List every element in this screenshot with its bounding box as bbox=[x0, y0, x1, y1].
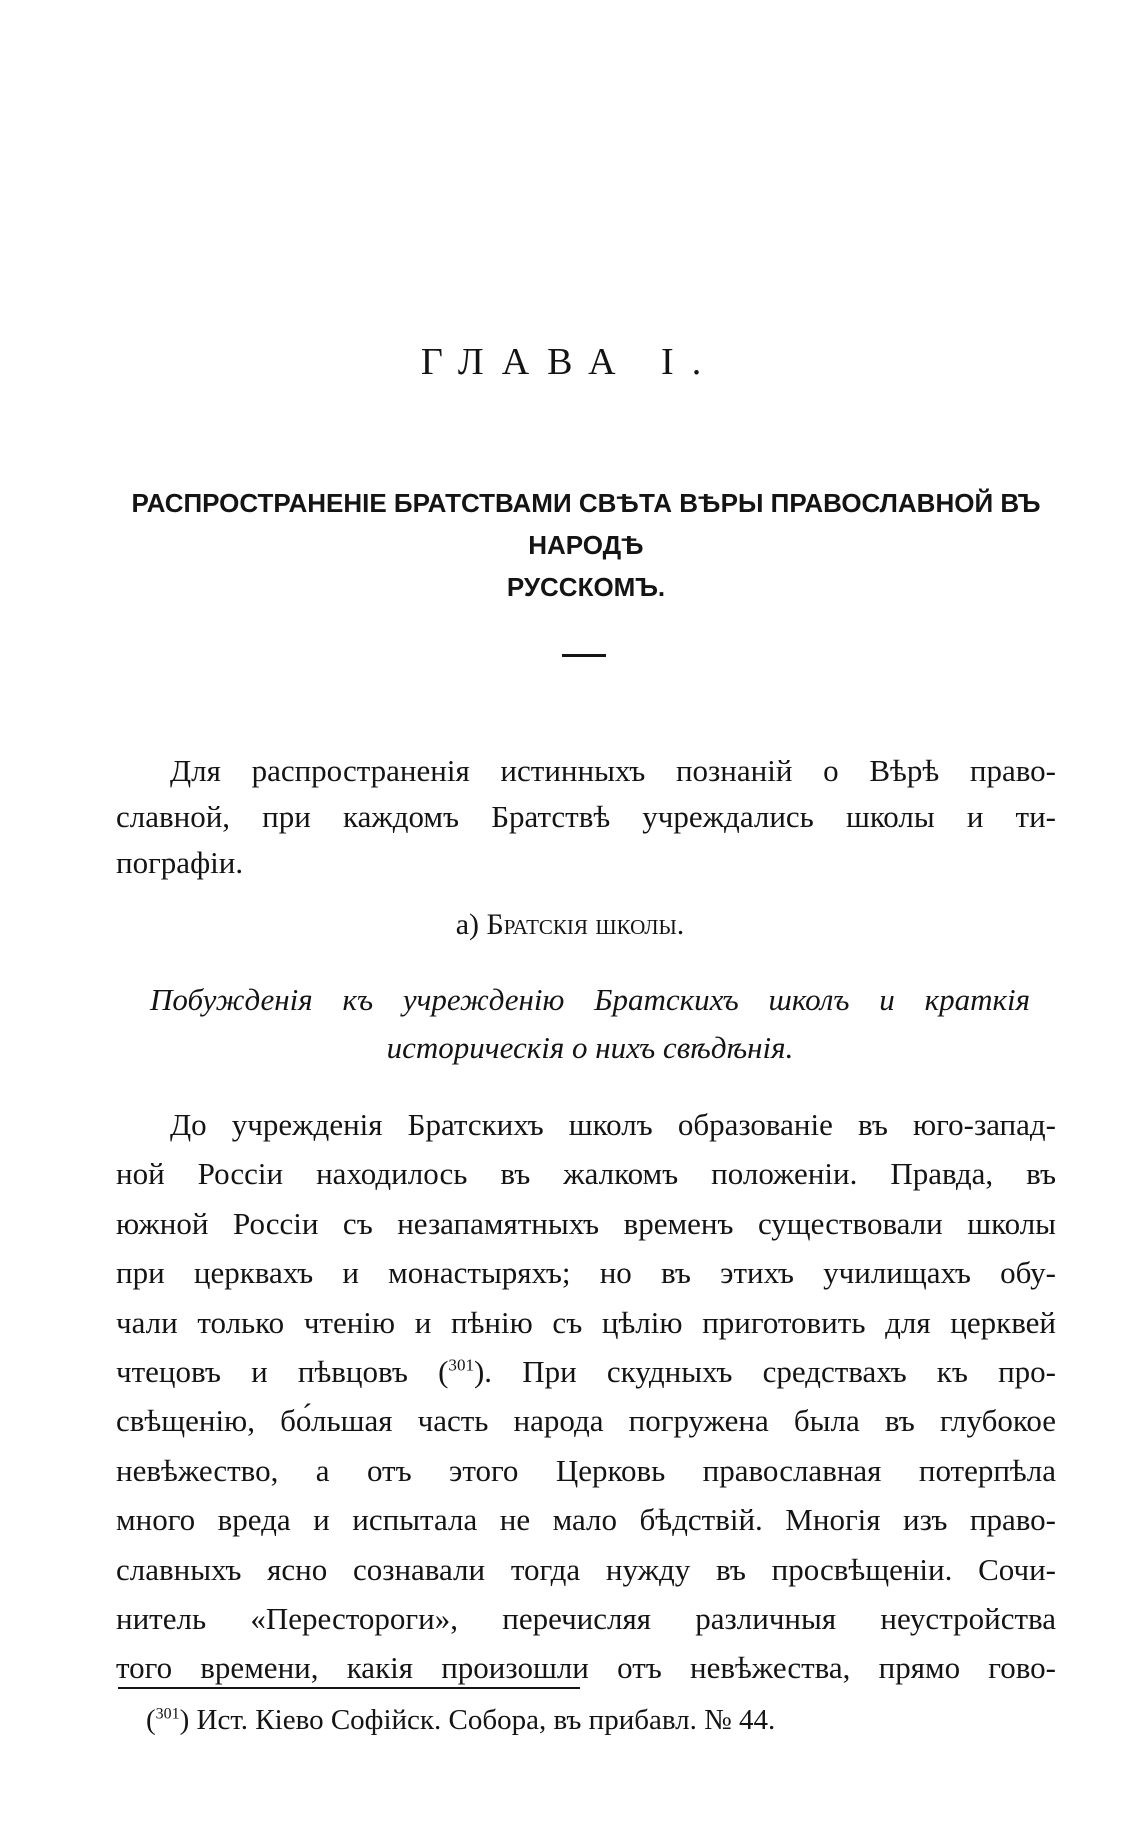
footnote-paren: ) bbox=[179, 1704, 190, 1736]
section-subtitle bbox=[150, 976, 1030, 1072]
text-fragment: ). При скудныхъ средствахъ къ про- bbox=[473, 1354, 1056, 1390]
intro-paragraph bbox=[116, 748, 1056, 886]
subtitle-line: Побужденія къ учрежденію Братскихъ школъ и краткія bbox=[150, 982, 1030, 1017]
text-line: нитель «Перестороги», перечисляя различныя неустройства bbox=[116, 1601, 1056, 1637]
text-line: много вреда и испытала не мало бѣдствій. Многія изъ право- bbox=[116, 1502, 1056, 1538]
text-line: пографіи. bbox=[116, 845, 244, 880]
footnote-text: Ист. Кіево Софійск. Собора, въ прибавл. № 44. bbox=[189, 1704, 776, 1736]
section-divider bbox=[562, 654, 606, 657]
text-line: того времени, какія произошли отъ невѣжества, прямо гово- bbox=[116, 1650, 1056, 1686]
chapter-title: ГЛАВА I. bbox=[420, 341, 720, 383]
section-title-text: Братскія школы. bbox=[486, 908, 685, 941]
text-line bbox=[116, 1347, 1056, 1396]
text-line: Для распространенія истинныхъ познаній о Вѣрѣ право- bbox=[170, 753, 1056, 788]
text-fragment: чтецовъ и пѣвцовъ ( bbox=[116, 1354, 449, 1390]
text-line: при церквахъ и монастыряхъ; но въ этихъ училищахъ обу- bbox=[116, 1255, 1056, 1291]
text-line: невѣжество, а отъ этого Церковь православная потерпѣла bbox=[116, 1452, 1056, 1488]
body-paragraph bbox=[116, 1100, 1056, 1693]
footnote bbox=[146, 1704, 775, 1737]
text-line: ной Россіи находилось въ жалкомъ положеніи. Правда, въ bbox=[116, 1156, 1056, 1192]
text-line: славныхъ ясно сознавали тогда нужду въ просвѣщеніи. Сочи- bbox=[116, 1551, 1056, 1587]
section-marker: а) bbox=[455, 908, 480, 941]
text-line: южной Россіи съ незапамятныхъ временъ существовали школы bbox=[116, 1205, 1056, 1241]
chapter-heading-line: РАСПРОСТРАНЕНІЕ БРАТСТВАМИ СВѢТА ВѢРЫ ПРАВОСЛАВНОЙ ВЪ НАРОДѢ bbox=[131, 488, 1041, 560]
text-line: славной, при каждомъ Братствѣ учреждались школы и ти- bbox=[116, 799, 1056, 834]
subtitle-line: историческія о нихъ свѣдѣнія. bbox=[386, 1030, 794, 1065]
text-line: свѣщенію, бо́льшая часть народа погружена была въ глубокое bbox=[116, 1403, 1056, 1439]
chapter-heading-line: РУССКОМЪ. bbox=[506, 572, 666, 602]
section-title bbox=[0, 908, 1140, 942]
text-line: чали только чтенію и пѣнію съ цѣлію приготовить для церквей bbox=[116, 1304, 1056, 1340]
text-line: До учрежденія Братскихъ школъ образованіе въ юго-запад- bbox=[170, 1107, 1056, 1142]
footnote-paren: ( bbox=[146, 1704, 156, 1736]
footnote-reference[interactable]: 301 bbox=[448, 1355, 474, 1375]
footnote-rule bbox=[118, 1687, 580, 1689]
footnote-number: 301 bbox=[155, 1705, 180, 1723]
chapter-heading bbox=[116, 482, 1056, 608]
